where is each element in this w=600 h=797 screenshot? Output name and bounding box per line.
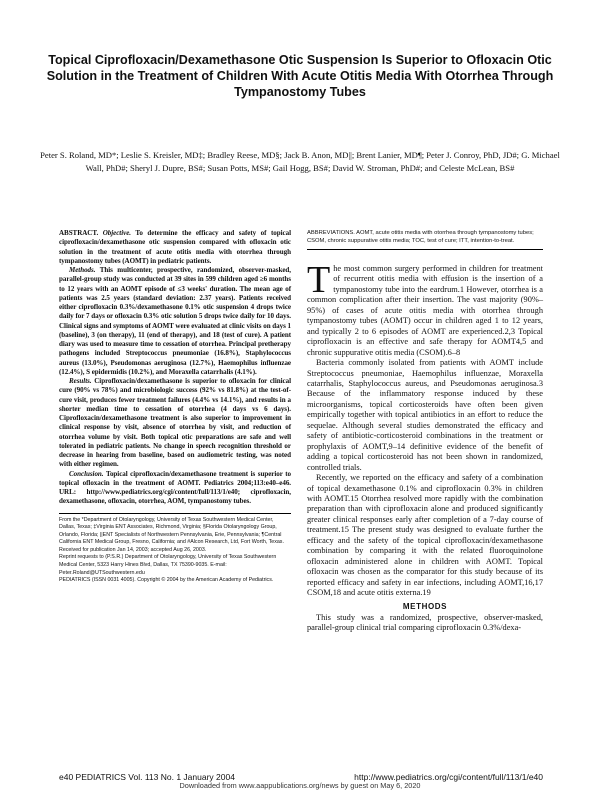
abbreviations: ABBREVIATIONS. AOMT, acute otitis media with otorrhea through tympanostomy tubes; CSOM, chronic suppurative otitis media; TOC, test of cure; ITT, intention-to-treat. [307,229,543,250]
abstract-methods [59,266,291,377]
footnote-divider [59,513,291,514]
footer-url[interactable]: http://www.pediatrics.org/cgi/content/full/113/1/e40 [354,772,543,782]
body-paragraph-3: Recently, we reported on the efficacy and safety of a combination of topical dexamethasone 0.1% and ciprofloxacin 0.3% in children with AOMT.15 Otorrhea resolved more rapidly with the combination preparation than with ciprofloxacin alone and produced significantly greater clinical responses early after completion of a 7-day course of treatment.15 The present study was designed to evaluate further the efficacy and the safety of the topical ciprofloxacin/dexamethasone combination by comparing it with the related fluoroquinolone ofloxacin administered alone in children with AOMT. Topical ofloxacin was chosen as the comparator for this study because of its reported efficacy and safety in ear infections, including AOMT,16,17 CSOM,18 and acute otitis externa.19 [307,473,543,598]
body-paragraph-1-text: he most common surgery performed in children for treatment of recurrent otitis media with effusion is the insertion of a tympanostomy tube into the eardrum.1 However, otorrhea is a common complication after their insertion. The vast majority (90%–95%) of cases of acute otitis media with otorrhea through tympanostomy tubes (AOMT) occur in children aged 1 to 12 years, and typically 2 to 6 episodes of AOMT are experienced.2,3 Topical ciprofloxacin is an effective and safe therapy for AOMT4,5 and chronic suppurative otitis media (CSOM).6–8 [307,264,543,357]
drop-cap: T [307,259,331,301]
objective-text: To determine the efficacy and safety of topical ciprofloxacin/dexamethasone otic suspension compared with ofloxacin otic solution in the treatment of acute otitis media with otorrhea through tympanostomy tubes (AOMT) in pediatric patients. [59,229,291,265]
footnotes [59,517,291,585]
abstract-results [59,377,291,470]
conclusion-text: Topical ciprofloxacin/dexamethasone treatment is superior to topical ofloxacin in the treatment of AOMT. [59,469,291,487]
left-column [59,229,291,585]
body-paragraph-4: This study was a randomized, prospective, observer-masked, parallel-group clinical trial comparing ciprofloxacin 0.3%/dexa- [307,612,543,633]
body-paragraph-1 [307,259,543,358]
abstract-conclusion [59,470,291,507]
reprint-requests: Reprint requests to (P.S.R.) Department of Otolaryngology, University of Texas Southwestern Medical Center, 5323 Harry Hines Blvd, Dallas, TX 75390-9035. E-mail: Peter.Roland@UTSouthwestern.edu [59,554,277,576]
affiliations: From the *Department of Otolaryngology, University of Texas Southwestern Medical Center, Dallas, Texas; ‡Virginia ENT Associates, Richmond, Virginia; §Florida Otolaryngology Group, Orlando, Florida; ||ENT Specialists of Northwestern Pennsylvania, Erie, Pennsylvania; ¶Central California ENT Medical Group, Fresno, California; and #Alcon Research, Ltd, Fort Worth, Texas. [59,516,284,546]
abstract-label: ABSTRACT. [59,229,99,237]
download-watermark: Downloaded from www.aappublications.org/news by guest on May 6, 2020 [179,781,421,790]
conclusion-heading: Conclusion. [69,469,104,478]
abstract-objective [59,229,291,266]
article-body [307,259,543,634]
received-dates: Received for publication Jan 14, 2003; accepted Aug 26, 2003. [59,546,207,553]
abstract [59,229,291,507]
methods-text: This multicenter, prospective, randomized, observer-masked, parallel-group study was conducted at 39 sites in 599 children aged ≥6 months to 12 years with an AOMT episode of ≤3 weeks' duration. The mean age of patients was 2.5 years (standard deviation: 2.37 years). Patients received either ciprofloxacin 0.3%/dexamethasone 0.1% otic suspension 4 drops twice daily for 7 days or ofloxacin 0.3% otic solution 5 drops twice daily for 10 days. Clinical signs and symptoms of AOMT were evaluated at clinic visits on days 1 (baseline), 3 (on therapy), 11 (end of therapy), and 18 (test of cure). A patient diary was used to measure time to cessation of otorrhea. Principal pretherapy pathogens included Streptococcus pneumoniae (16.8%), Staphylococcus aureus (13.0%), Pseudomonas aeruginosa (12.7%), Haemophilus influenzae (12.4%), S epidermidis (10.2%), and Moraxella catarrhalis (4.1%). [59,266,291,376]
article-title: Topical Ciprofloxacin/Dexamethasone Otic Suspension Is Superior to Ofloxacin Otic Solution in the Treatment of Children With Acute Otitis Media With Otorrhea Through Tympanostomy Tubes [46,53,554,99]
author-list: Peter S. Roland, MD*; Leslie S. Kreisler, MD‡; Bradley Reese, MD§; Jack B. Anon, MD||; Brent Lanier, MD¶; Peter J. Conroy, PhD, JD#; G. Michael Wall, PhD#; Sheryl J. Dupre, BS#; Susan Potts, MS#; Gail Hogg, BS#; David W. Stroman, PhD#; and Celeste McLean, BS# [40,150,560,173]
results-heading: Results. [69,377,92,385]
methods-section-heading: METHODS [402,601,448,611]
footer-journal: e40 PEDIATRICS Vol. 113 No. 1 January 2004 [59,772,235,782]
body-paragraph-2: Bacteria commonly isolated from patients with AOMT include Streptococcus pneumoniae, Haemophilus influenzae, Moraxella catarrhalis, Staphylococcus aureus, and Pseudomonas aeruginosa.3 Because of the inflammatory response induced by these microorganisms, topical corticosteroids have often been given empirically together with topical antibiotics in an effort to reduce the sequelae. Although several studies demonstrated the efficacy and safety of antibiotic-corticosteroid combinations in the treatment or prophylaxis of AOMT,9–14 definitive evidence of the benefit of adding a topical corticosteroid has not been shown in randomized, controlled trials. [307,358,543,472]
right-column [307,229,543,634]
results-text: Ciprofloxacin/dexamethasone is superior to ofloxacin for clinical cure (90% vs 78%) and microbiologic success (92% vs 81.8%) at the test-of-cure visit, produces fewer treatment failures (4.4% vs 14.1%), and results in a shorter median time to cessation of otorrhea (4 days vs 6 days). Ciprofloxacin/dexamethasone treatment is also superior to improvement in clinical response by visit, absence of otorrhea by visit, and reduction of otorrhea volume by visit. Both topical otic preparations are safe and well tolerated in pediatric patients. No change in speech recognition threshold or decrease in hearing from baseline, based on audiometric testing, was noted with either regimen. [59,377,291,469]
objective-heading: Objective. [102,229,131,237]
abstract-citation: Pediatrics 2004;113:e40–e46. URL: http://www.pediatrics.org/cgi/content/full/113/1/e40; ciprofloxacin, dexamethasone, ofloxacin, otorrhea, AOM, tympanostomy tubes. [59,478,292,506]
copyright-notice: PEDIATRICS (ISSN 0031 4005). Copyright © 2004 by the American Academy of Pediatrics. [59,577,274,584]
methods-heading: Methods. [69,266,96,274]
